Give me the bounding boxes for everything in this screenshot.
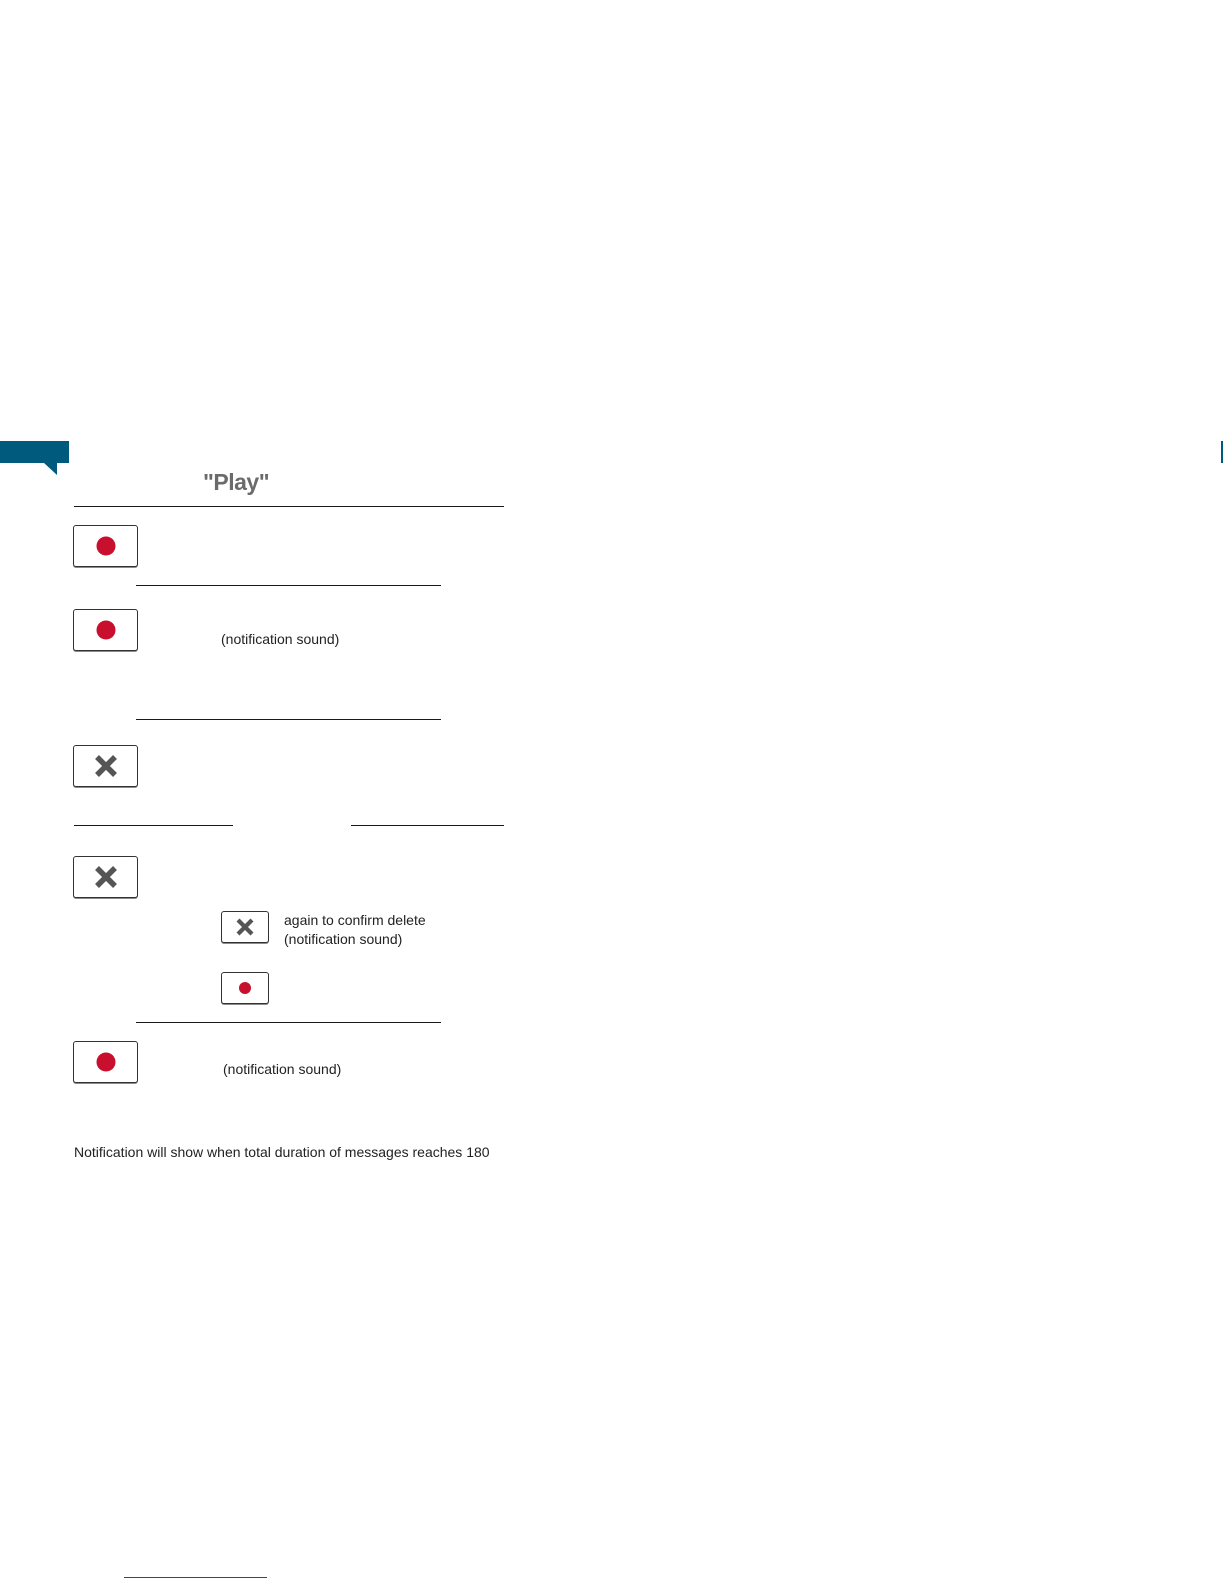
record-dot-icon bbox=[96, 537, 115, 556]
confirm-delete-note: again to confirm delete bbox=[284, 912, 426, 928]
close-x-icon bbox=[94, 865, 118, 889]
record-dot-icon bbox=[239, 982, 251, 994]
delete-button bbox=[73, 856, 138, 898]
section-tab-marker bbox=[0, 441, 69, 479]
split-divider-right bbox=[351, 825, 504, 826]
record-button bbox=[221, 972, 269, 1004]
duration-footnote: Notification will show when total duration of messages reaches 180 bbox=[74, 1144, 490, 1160]
record-dot-icon bbox=[96, 621, 115, 640]
step-divider bbox=[136, 585, 441, 586]
split-divider-left bbox=[74, 825, 233, 826]
delete-button bbox=[221, 911, 269, 943]
step-divider bbox=[136, 1022, 441, 1023]
heading-divider bbox=[74, 506, 504, 507]
step-note: (notification sound) bbox=[221, 631, 340, 647]
section-heading: "Play" bbox=[203, 469, 270, 495]
record-button bbox=[73, 609, 138, 651]
step-divider bbox=[136, 719, 441, 720]
step-note: (notification sound) bbox=[223, 1061, 342, 1077]
close-x-icon bbox=[94, 754, 118, 778]
link-underline bbox=[124, 1577, 267, 1578]
delete-button bbox=[73, 745, 138, 787]
confirm-delete-sound-note: (notification sound) bbox=[284, 931, 403, 947]
record-dot-icon bbox=[96, 1053, 115, 1072]
close-x-icon bbox=[236, 918, 254, 936]
record-button bbox=[73, 1041, 138, 1083]
page-edge-marker bbox=[1221, 441, 1223, 463]
record-button bbox=[73, 525, 138, 567]
